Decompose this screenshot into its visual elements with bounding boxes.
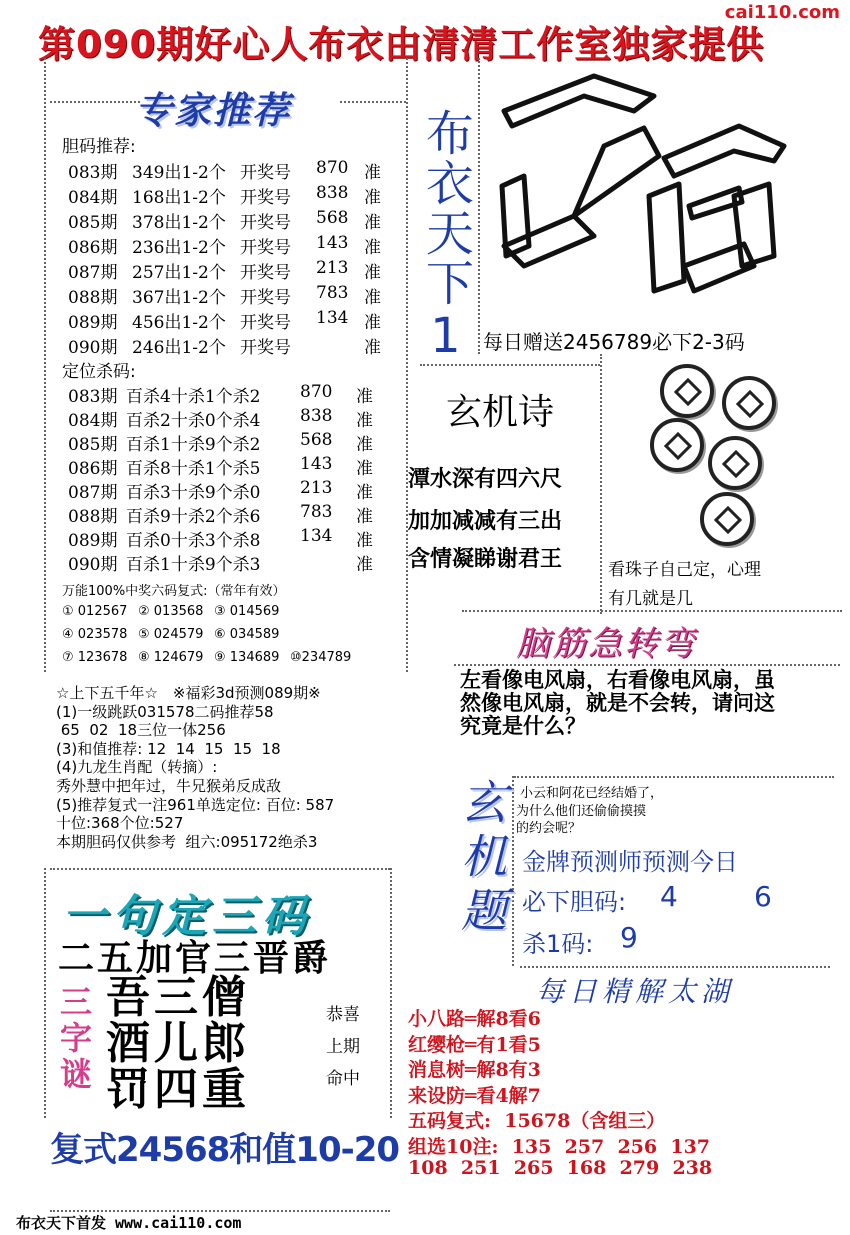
dan-row — [68, 158, 398, 182]
poem-line: 含情凝睇谢君王 — [408, 547, 563, 572]
six-code-item: ⑤ 024579 — [138, 627, 204, 642]
dan-row — [68, 333, 398, 357]
taihu-line: 来设防═看4解7 — [408, 1084, 541, 1107]
six-code-item: ③ 014569 — [214, 604, 280, 619]
dan-pick: 246出1-2个 — [132, 338, 226, 358]
kill-pick: 百杀0十杀3个杀8 — [126, 531, 261, 551]
dan-row — [68, 233, 398, 257]
gold-title: 金牌预测师预测今日 — [522, 848, 738, 876]
dan-pick: 349出1-2个 — [132, 163, 226, 183]
dan-pick: 257出1-2个 — [132, 263, 226, 283]
kill-period: 086期 — [68, 459, 118, 479]
brain-heading: 脑筋急转弯 — [516, 624, 696, 664]
divider — [600, 354, 602, 614]
kill-pick: 百杀3十杀9个杀0 — [126, 483, 261, 503]
taihu-line: 108 251 265 168 279 238 — [408, 1157, 713, 1179]
kill-result: 213 — [300, 478, 333, 498]
dan-row — [68, 183, 398, 207]
kill-row — [68, 406, 398, 430]
poem-note: 有几就是几 — [608, 589, 693, 609]
dan-label: 开奖号 — [240, 288, 291, 308]
xuanji-label: 玄机题 — [454, 778, 508, 940]
dan-result: 143 — [316, 233, 349, 253]
six-code-item: ② 013568 — [138, 604, 204, 619]
dan-mark: 准 — [364, 213, 381, 233]
kill-result: 134 — [300, 526, 333, 546]
forecast-line: (3)和值推荐: 12 14 15 15 18 — [56, 739, 281, 758]
forecast-line: (1)一级跳跃031578二码推荐58 — [56, 702, 274, 721]
forecast-line: (5)推荐复式一注961单选定位: 百位: 587 — [56, 795, 335, 814]
dan-period: 090期 — [68, 338, 118, 358]
yiju-heading: 一句定三码 — [62, 891, 312, 942]
dan-label: 开奖号 — [240, 213, 291, 233]
taihu-line: 消息树═解8有3 — [408, 1059, 541, 1081]
forecast-line: 65 02 18三位一体256 — [56, 721, 226, 740]
kill-pick: 百杀2十杀0个杀4 — [126, 411, 261, 431]
divider — [44, 58, 46, 672]
six-code-item: ⑧ 124679 — [138, 650, 204, 665]
coin-icon — [722, 376, 776, 430]
dan-mark: 准 — [364, 263, 381, 283]
dan-row — [68, 308, 398, 332]
xuanji-question: 小云和阿花已经结婚了， — [520, 786, 664, 801]
buyi-vertical-title: 布衣天下1 — [417, 108, 474, 366]
dan-row — [68, 208, 398, 232]
dan-period: 087期 — [68, 263, 118, 283]
dan-row — [68, 258, 398, 282]
kill-row — [68, 502, 398, 526]
dan-result: 870 — [316, 158, 349, 178]
dan-mark: 准 — [364, 188, 381, 208]
brain-text: 左看像电风扇，右看像电风扇，虽然像电风扇，就是不会转，请问这究竟是什么？ — [460, 667, 775, 738]
kill-mark: 准 — [356, 411, 373, 431]
taihu-line: 组选10注: 135 257 256 137 — [408, 1135, 711, 1158]
forecast-line: 本期胆码仅供参考 组六:095172绝杀3 — [56, 832, 318, 851]
kill-period: 087期 — [68, 483, 118, 503]
dan-result: 783 — [316, 283, 349, 303]
divider — [514, 776, 834, 778]
forecast-line: (4)九龙生肖配（转摘）: — [56, 758, 218, 777]
divider — [406, 58, 408, 672]
xuanji-kill-label: 杀1码: — [522, 930, 594, 958]
kill-row — [68, 382, 398, 406]
divider — [512, 776, 514, 966]
six-code-item: ⑨ 134689 — [214, 650, 280, 665]
kill-pick: 百杀1十杀9个杀3 — [126, 555, 261, 575]
footer-text[interactable]: 布衣天下首发 www.cai110.com — [16, 1214, 242, 1232]
dan-pick: 456出1-2个 — [132, 313, 226, 333]
divider — [50, 868, 390, 870]
dan-period: 083期 — [68, 163, 118, 183]
dan-period: 086期 — [68, 238, 118, 258]
six-label: 万能100%中奖六码复式:（常年有效） — [62, 584, 286, 599]
kill-mark: 准 — [356, 483, 373, 503]
site-logo[interactable]: cai110.com — [724, 2, 840, 23]
riddle-line: 酒儿郎 — [106, 1018, 250, 1069]
xuanji-dan-value: 6 — [754, 880, 772, 913]
dan-label: 开奖号 — [240, 163, 291, 183]
kill-mark: 准 — [356, 459, 373, 479]
congrats-line: 命中 — [326, 1069, 360, 1089]
kill-period: 090期 — [68, 555, 118, 575]
divider — [340, 101, 406, 103]
divider — [478, 58, 480, 354]
dan-result: 134 — [316, 308, 349, 328]
dan-label: 开奖号 — [240, 263, 291, 283]
kill-pick: 百杀8十杀1个杀5 — [126, 459, 261, 479]
dan-mark: 准 — [364, 238, 381, 258]
divider — [462, 610, 842, 612]
kill-result: 838 — [300, 406, 333, 426]
kill-pick: 百杀4十杀1个杀2 — [126, 387, 261, 407]
dan-result: 568 — [316, 208, 349, 228]
kill-period: 084期 — [68, 411, 118, 431]
kill-row — [68, 478, 398, 502]
forecast-line: ☆上下五千年☆ ※福彩3d预测089期※ — [56, 684, 321, 702]
kill-pick: 百杀1十杀9个杀2 — [126, 435, 261, 455]
taihu-line: 红缨枪═有1看5 — [408, 1033, 541, 1056]
kill-mark: 准 — [356, 387, 373, 407]
poem-note: 看珠子自己定，心理 — [608, 560, 761, 580]
kill-row — [68, 454, 398, 478]
gift-line: 每日赠送2456789必下2-3码 — [483, 330, 745, 354]
divider — [520, 966, 830, 968]
taihu-line: 小八路═解8看6 — [408, 1008, 541, 1030]
riddle-line: 罚四重 — [106, 1064, 250, 1115]
kill-row — [68, 430, 398, 454]
dan-label: 开奖号 — [240, 338, 291, 358]
xuanji-dan-value: 4 — [660, 880, 678, 913]
page-title: 第090期好心人布衣由清清工作室独家提供 — [38, 23, 765, 66]
xuanji-dan-label: 必下胆码: — [522, 888, 627, 916]
dan-mark: 准 — [364, 338, 381, 358]
coin-icon — [708, 436, 762, 490]
dan-pick: 378出1-2个 — [132, 213, 226, 233]
dan-mark: 准 — [364, 288, 381, 308]
kill-period: 089期 — [68, 531, 118, 551]
dan-label: 开奖号 — [240, 238, 291, 258]
kill-period: 088期 — [68, 507, 118, 527]
dan-mark: 准 — [364, 313, 381, 333]
kill-result: 870 — [300, 382, 333, 402]
forecast-line: 十位:368个位:527 — [56, 814, 184, 833]
dan-period: 089期 — [68, 313, 118, 333]
kill-result: 143 — [300, 454, 333, 474]
expert-heading: 专家推荐 — [135, 89, 291, 132]
xuanji-question: 为什么他们还偷偷摸摸 — [516, 804, 647, 819]
coin-icon — [660, 364, 714, 418]
poem-line: 潭水深有四六尺 — [408, 467, 563, 492]
number-26-graphic — [484, 66, 834, 326]
kill-result: 568 — [300, 430, 333, 450]
kill-pick: 百杀9十杀2个杀6 — [126, 507, 261, 527]
poem-line: 加加减减有三出 — [408, 509, 563, 534]
dan-label: 开奖号 — [240, 188, 291, 208]
poem-heading: 玄机诗 — [446, 392, 555, 433]
coin-icon — [650, 418, 704, 472]
kill-label: 定位杀码: — [62, 362, 136, 382]
forecast-line: 秀外慧中把年过，牛兄猴弟反成敌 — [56, 777, 282, 795]
congrats-line: 上期 — [326, 1037, 360, 1057]
coins-graphic — [610, 356, 810, 546]
dan-period: 085期 — [68, 213, 118, 233]
dan-result: 213 — [316, 258, 349, 278]
six-code-item: ① 012567 — [62, 604, 128, 619]
dan-period: 084期 — [68, 188, 118, 208]
dan-pick: 367出1-2个 — [132, 288, 226, 308]
kill-period: 083期 — [68, 387, 118, 407]
divider — [44, 868, 46, 1118]
kill-mark: 准 — [356, 531, 373, 551]
riddle-label: 三字谜 — [55, 985, 93, 1093]
kill-row — [68, 526, 398, 550]
dan-label: 胆码推荐: — [62, 137, 136, 157]
taihu-line: 五码复式: 15678（含组三） — [408, 1110, 666, 1132]
kill-mark: 准 — [356, 555, 373, 575]
divider — [50, 101, 140, 103]
kill-period: 085期 — [68, 435, 118, 455]
dan-result: 838 — [316, 183, 349, 203]
big-number-graphic — [484, 66, 834, 326]
six-code-item: ⑩234789 — [290, 650, 352, 665]
dan-pick: 236出1-2个 — [132, 238, 226, 258]
fushi-line: 复式24568和值10-20 — [50, 1130, 400, 1170]
kill-row — [68, 550, 398, 574]
six-code-item: ⑦ 123678 — [62, 650, 128, 665]
riddle-line: 吾三僧 — [106, 972, 250, 1023]
six-code-item: ④ 023578 — [62, 627, 128, 642]
kill-result: 783 — [300, 502, 333, 522]
dan-label: 开奖号 — [240, 313, 291, 333]
taihu-heading: 每日精解太湖 — [536, 975, 735, 1008]
xuanji-kill-value: 9 — [620, 921, 638, 954]
coin-icon — [700, 492, 754, 546]
dan-pick: 168出1-2个 — [132, 188, 226, 208]
six-code-item: ⑥ 034589 — [214, 627, 280, 642]
xuanji-question: 的约会呢？ — [516, 821, 582, 836]
dan-row — [68, 283, 398, 307]
divider — [390, 868, 392, 1118]
kill-mark: 准 — [356, 435, 373, 455]
dan-mark: 准 — [364, 163, 381, 183]
dan-period: 088期 — [68, 288, 118, 308]
yiju-phrase: 二五加官三晋爵 — [58, 938, 332, 979]
congrats-line: 恭喜 — [326, 1005, 360, 1025]
kill-mark: 准 — [356, 507, 373, 527]
